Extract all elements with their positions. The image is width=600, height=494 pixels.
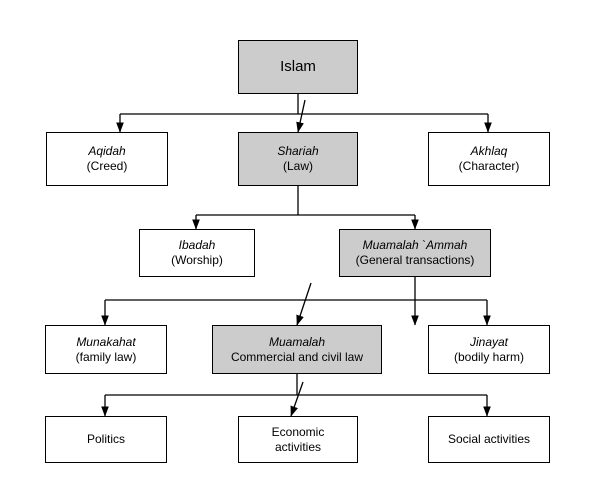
node-aqidah-subtitle: (Creed) — [86, 159, 128, 173]
node-akhlaq-title: Akhlaq — [470, 144, 508, 158]
node-shariah-title: Shariah — [277, 144, 319, 158]
node-akhlaq-subtitle: (Character) — [458, 159, 520, 173]
node-ibadah-title: Ibadah — [178, 238, 216, 252]
node-politics[interactable] — [45, 416, 167, 463]
node-economic-activities-subtitle: activities — [274, 439, 321, 454]
node-akhlaq[interactable] — [428, 132, 550, 186]
node-jinayat-title: Jinayat — [469, 334, 509, 349]
node-shariah[interactable] — [238, 132, 358, 186]
node-jinayat[interactable] — [428, 325, 550, 374]
node-social-activities[interactable] — [428, 416, 550, 463]
node-shariah-subtitle: (Law) — [282, 159, 313, 173]
node-ibadah[interactable] — [139, 229, 255, 277]
node-islam-label: Islam — [280, 57, 316, 75]
connector-islam-shariah — [298, 100, 305, 132]
node-islam[interactable] — [238, 40, 358, 94]
node-muamalah-ammah[interactable] — [339, 229, 491, 277]
node-muamalah-ammah-subtitle: (General transactions) — [355, 253, 475, 267]
node-munakahat-title: Munakahat — [76, 334, 136, 349]
node-economic-activities-title: Economic — [271, 424, 325, 439]
node-ibadah-subtitle: (Worship) — [171, 253, 223, 267]
node-economic-activities[interactable] — [238, 416, 358, 463]
node-munakahat[interactable] — [45, 325, 167, 374]
node-social-activities-label: Social activities — [447, 432, 531, 446]
node-muamalah-ammah-title: Muamalah `Ammah — [362, 238, 468, 252]
connector-ammah-muamalah-diagonal — [297, 283, 311, 325]
node-aqidah-title: Aqidah — [88, 144, 126, 158]
node-politics-label: Politics — [86, 432, 125, 446]
node-jinayat-subtitle: (bodily harm) — [453, 349, 525, 364]
node-muamalah[interactable] — [212, 325, 382, 374]
node-munakahat-subtitle: (family law) — [75, 349, 137, 364]
node-muamalah-subtitle: Commercial and civil law — [230, 349, 364, 364]
node-muamalah-title: Muamalah — [268, 334, 326, 349]
node-aqidah[interactable] — [46, 132, 168, 186]
